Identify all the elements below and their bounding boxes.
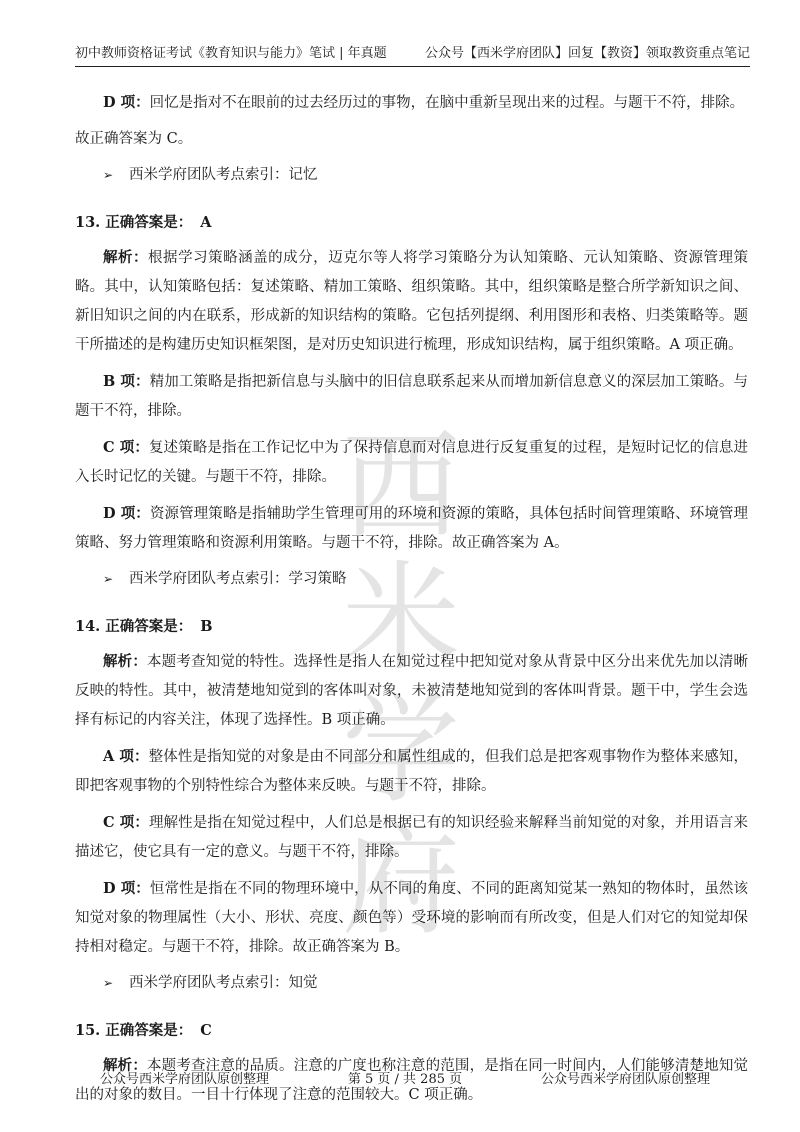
index-line xyxy=(103,161,748,190)
q14-analysis xyxy=(75,647,748,735)
option-text: 复述策略是指在工作记忆中为了保持信息而对信息进行反复重复的过程，是短时记忆的信息进入长时记忆的关键。与题干不符，排除。 xyxy=(75,440,748,485)
question-13-title xyxy=(75,208,748,237)
option-text: 资源管理策略是指辅助学生管理可用的环境和资源的策略，具体包括时间管理策略、环境管理策略、努力管理策略和资源利用策略。与题干不符，排除。故正确答案为 A。 xyxy=(75,506,749,551)
footer-left: 公众号西米学府团队原创整理 xyxy=(100,1072,270,1087)
analysis-text: 根据学习策略涵盖的成分，迈克尔等人将学习策略分为认知策略、元认知策略、资源管理策略。其中，认知策略包括：复述策略、精加工策略、组织策略。其中，组织策略是整合所学新知识之间、新旧知识之间的内在联系，形成新的知识结构的策略。它包括列提纲、利用图形和表格、归类策略等。题干所描述的是构建历史知识框架图，是对历史知识进行梳理，形成知识结构，属于组织策略。A 项正确。 xyxy=(75,250,749,353)
page-number: 第 5 页 / 共 285 页 xyxy=(347,1072,463,1087)
option-text: 精加工策略是指把新信息与头脑中的旧信息联系起来从而增加新信息意义的深层加工策略。与题干不符，排除。 xyxy=(75,374,749,419)
analysis-label: 解析： xyxy=(103,249,149,266)
option-text: 整体性是指知觉的对象是由不同部分和属性组成的，但我们总是把客观事物作为整体来感知，即把客观事物的个别特性综合为整体来反映。与题干不符，排除。 xyxy=(75,749,748,794)
footer-right: 公众号西米学府团队原创整理 xyxy=(540,1072,710,1087)
page-header xyxy=(75,36,750,67)
arrow-bullet-icon: ➢ xyxy=(103,572,114,586)
option-label: C 项： xyxy=(103,439,149,456)
q13-option-d xyxy=(75,499,748,558)
item-d-prev xyxy=(75,88,748,118)
question-title-text: 13. 正确答案是： xyxy=(75,214,193,231)
option-label: C 项： xyxy=(103,814,149,831)
question-title-text: 14. 正确答案是： xyxy=(75,618,193,635)
question-14-title xyxy=(75,612,748,641)
option-label: B 项： xyxy=(103,373,150,390)
analysis-text: 本题考查注意的品质。注意的广度也称注意的范围，是指在同一时间内，人们能够清楚地知觉出的对象的数目。一目十行体现了注意的范围较大。C 项正确。 xyxy=(75,1058,749,1103)
answer-letter: B xyxy=(200,618,213,635)
analysis-label: 解析： xyxy=(103,653,147,670)
header-left: 初中教师资格证考试《教育知识与能力》笔试 | 年真题 xyxy=(75,45,387,61)
arrow-bullet-icon: ➢ xyxy=(103,168,114,182)
page-content xyxy=(75,88,748,1117)
q14-option-c xyxy=(75,808,748,867)
option-text: 回忆是指对不在眼前的过去经历过的事物，在脑中重新呈现出来的过程。与题干不符，排除。 xyxy=(149,95,745,111)
index-line xyxy=(103,969,748,998)
index-text: 西米学府团队考点索引：记忆 xyxy=(129,167,318,183)
q14-option-d xyxy=(75,874,748,962)
arrow-bullet-icon: ➢ xyxy=(103,976,114,990)
question-15-title xyxy=(75,1016,748,1045)
option-label: D 项： xyxy=(103,94,150,111)
header-right: 公众号【西米学府团队】回复【教资】领取教资重点笔记 xyxy=(424,45,750,61)
question-title-text: 15. 正确答案是： xyxy=(75,1022,193,1039)
option-label: D 项： xyxy=(103,880,150,897)
option-text: 恒常性是指在不同的物理环境中，从不同的角度、不同的距离知觉某一熟知的物体时，虽然该知觉对象的物理属性（大小、形状、亮度、颜色等）受环境的影响而有所改变，但是人们对它的知觉却保持相对稳定。与题干不符，排除。故正确答案为 B。 xyxy=(75,881,749,955)
watermark: 西米学府 xyxy=(341,417,468,951)
index-text: 西米学府团队考点索引：知觉 xyxy=(129,975,318,991)
q13-option-c xyxy=(75,433,748,492)
option-text: 理解性是指在知觉过程中，人们总是根据已有的知识经验来解释当前知觉的对象，并用语言来描述它，使它具有一定的意义。与题干不符，排除。 xyxy=(75,815,748,860)
answer-letter: A xyxy=(200,214,212,231)
conclusion-prev: 故正确答案为 C。 xyxy=(75,131,193,147)
q13-analysis xyxy=(75,243,748,360)
analysis-text: 本题考查知觉的特性。选择性是指人在知觉过程中把知觉对象从背景中区分出来优先加以清晰反映的特性。其中，被清楚地知觉到的客体叫对象，未被清楚地知觉到的客体叫背景。题干中，学生会选择有标记的内容关注，体现了选择性。B 项正确。 xyxy=(75,654,749,728)
page-footer xyxy=(100,1068,710,1087)
index-line xyxy=(103,565,748,594)
q14-option-a xyxy=(75,742,748,801)
q13-option-b xyxy=(75,367,748,426)
answer-letter: C xyxy=(200,1022,212,1039)
option-label: D 项： xyxy=(103,505,150,522)
index-text: 西米学府团队考点索引：学习策略 xyxy=(129,571,347,587)
option-label: A 项： xyxy=(103,748,149,765)
analysis-label: 解析： xyxy=(103,1057,147,1074)
